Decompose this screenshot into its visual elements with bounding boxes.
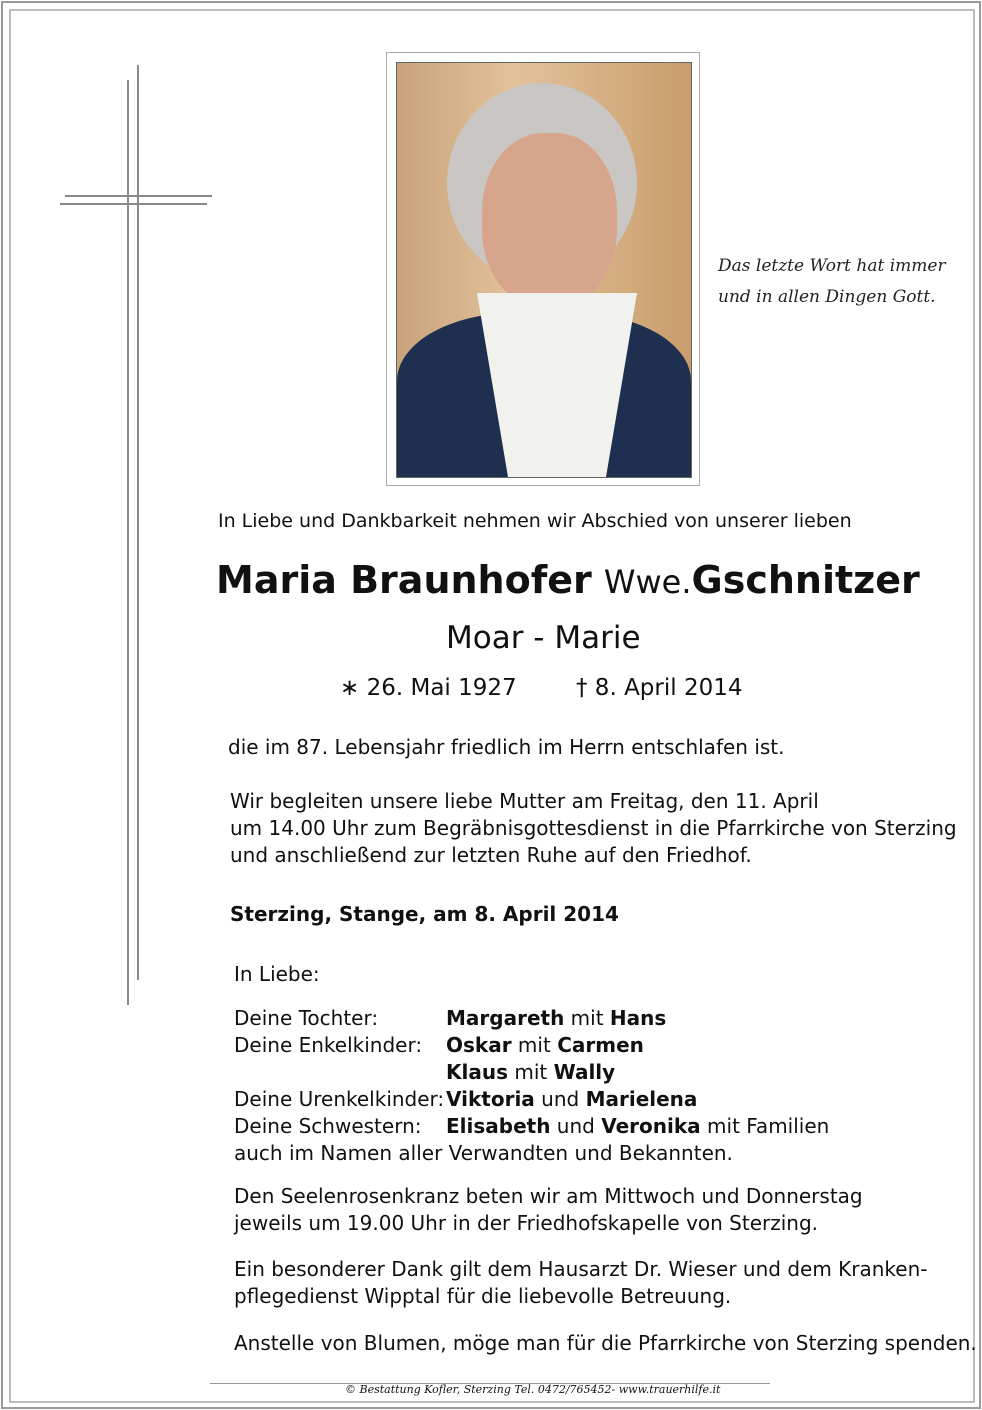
- relatives-list: [234, 1005, 829, 1167]
- relative-names: Klaus mit Wally: [446, 1060, 616, 1084]
- relative-row: [234, 1005, 829, 1032]
- relative-names: Elisabeth und Veronika mit Familien: [446, 1114, 830, 1138]
- quote-line: und in allen Dingen Gott.: [718, 287, 936, 307]
- birth-date: ∗ 26. Mai 1927: [340, 675, 517, 701]
- relative-row: [234, 1113, 829, 1140]
- relative-names: Oskar mit Carmen: [446, 1033, 644, 1057]
- thanks-info: Ein besonderer Dank gilt dem Hausarzt Dr. Wieser und dem Kranken- pflegedienst Wipptal für die liebevolle Betreuung.: [234, 1257, 928, 1308]
- also-line: auch im Namen aller Verwandten und Bekannten.: [234, 1141, 733, 1165]
- intro-text: In Liebe und Dankbarkeit nehmen wir Abschied von unserer lieben: [218, 510, 852, 532]
- relative-names: Viktoria und Marielena: [446, 1087, 698, 1111]
- in-love-label: In Liebe:: [234, 962, 320, 986]
- relative-label: Deine Schwestern:: [234, 1114, 422, 1138]
- relative-names: Margareth mit Hans: [446, 1006, 667, 1030]
- relative-label: [234, 1059, 446, 1086]
- quote-line: Das letzte Wort hat immer: [718, 256, 946, 276]
- portrait-photo: [396, 62, 692, 478]
- portrait-frame: [386, 52, 700, 486]
- relative-label: Deine Tochter:: [234, 1006, 379, 1030]
- age-line: die im 87. Lebensjahr friedlich im Herrn entschlafen ist.: [228, 735, 785, 759]
- nickname: Moar - Marie: [446, 620, 641, 656]
- relative-row: [234, 1086, 829, 1113]
- deceased-name: Maria Braunhofer Wwe.Gschnitzer: [216, 558, 920, 602]
- relative-label: Deine Urenkelkinder:: [234, 1087, 445, 1111]
- place-date: Sterzing, Stange, am 8. April 2014: [230, 902, 619, 926]
- death-date: † 8. April 2014: [576, 675, 743, 701]
- footer-credit: © Bestattung Kofler, Sterzing Tel. 0472/765452- www.trauerhilfe.it: [345, 1383, 721, 1396]
- relative-row: [234, 1059, 829, 1086]
- relative-label: Deine Enkelkinder:: [234, 1033, 423, 1057]
- relative-row: [234, 1032, 829, 1059]
- flowers-note: Anstelle von Blumen, möge man für die Pfarrkirche von Sterzing spenden.: [234, 1331, 977, 1355]
- funeral-info: Wir begleiten unsere liebe Mutter am Freitag, den 11. April um 14.00 Uhr zum Begräbnisgottesdienst in die Pfarrkirche von Sterzing und anschließend zur letzten Ruhe auf den Friedhof.: [230, 789, 957, 867]
- rosary-info: Den Seelenrosenkranz beten wir am Mittwoch und Donnerstag jeweils um 19.00 Uhr in der Friedhofskapelle von Sterzing.: [234, 1184, 863, 1235]
